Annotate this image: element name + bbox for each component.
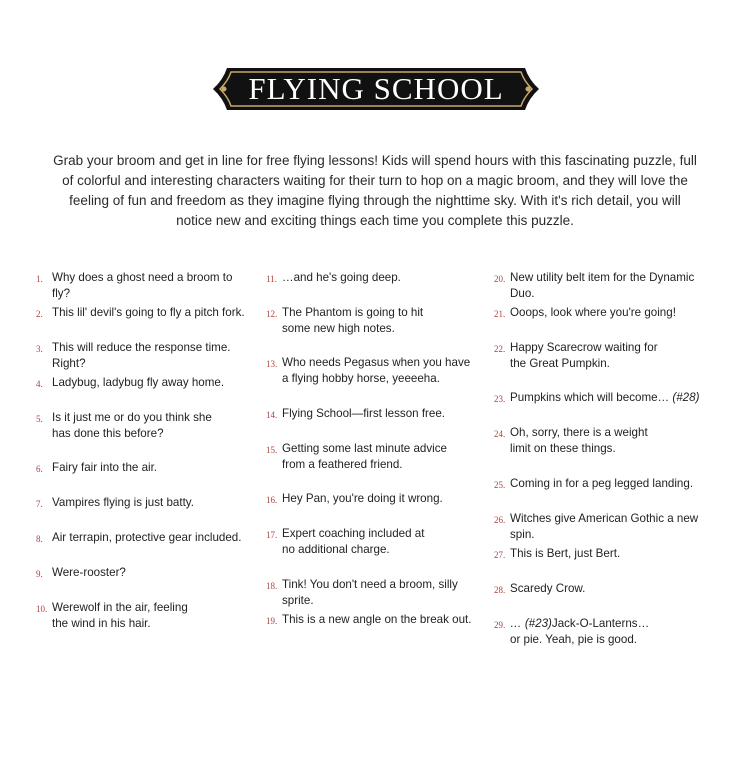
list-item: 16. Hey Pan, you're doing it wrong. xyxy=(266,492,443,505)
list-item: 5. Is it just me or do you think she has done this before? xyxy=(36,411,212,440)
title-banner xyxy=(213,68,539,110)
list-item: 28. Scaredy Crow. xyxy=(494,582,586,595)
list-item: 29. … (#23)Jack-O-Lanterns… or pie. Yeah, pie is good. xyxy=(494,617,650,646)
list-item: 24. Oh, sorry, there is a weight limit on these things. xyxy=(494,426,648,455)
list-item: 11. …and he's going deep. xyxy=(266,271,401,284)
list-item: 8. Air terrapin, protective gear included. xyxy=(36,531,242,544)
list-item: 6. Fairy fair into the air. xyxy=(36,461,158,474)
list-item: 26. Witches give American Gothic a new spin. xyxy=(494,512,699,541)
list-item: 25. Coming in for a peg legged landing. xyxy=(494,477,694,490)
list-item: 20. New utility belt item for the Dynamic Duo. xyxy=(494,271,695,300)
list-item: 18. Tink! You don't need a broom, silly sprite. xyxy=(266,578,458,607)
list-item: 27. This is Bert, just Bert. xyxy=(494,547,621,560)
list-item: 23. Pumpkins which will become… (#28) xyxy=(494,391,700,404)
list-item: 4. Ladybug, ladybug fly away home. xyxy=(36,376,225,389)
list-item: 13. Who needs Pegasus when you have a flying hobby horse, yeeeeha. xyxy=(266,356,471,385)
list-item: 22. Happy Scarecrow waiting for the Great Pumpkin. xyxy=(494,341,658,370)
list-item: 15. Getting some last minute advice from a feathered friend. xyxy=(266,442,447,471)
list-item: 7. Vampires flying is just batty. xyxy=(36,496,194,509)
list-item: 1. Why does a ghost need a broom to fly? xyxy=(36,271,233,300)
list-item: 14. Flying School—first lesson free. xyxy=(266,407,446,420)
list-item: 17. Expert coaching included at no additional charge. xyxy=(266,527,425,556)
list-item: 12. The Phantom is going to hit some new high notes. xyxy=(266,306,424,335)
list-item: 10. Werewolf in the air, feeling the wind in his hair. xyxy=(36,601,188,630)
list-item: 3. This will reduce the response time. Right? xyxy=(36,341,231,370)
list-item: 9. Were-rooster? xyxy=(36,566,126,579)
intro-paragraph: Grab your broom and get in line for free flying lessons! Kids will spend hours with this fascinating puzzle, full of colorful and interesting characters waiting for their turn to hop on a magic broom, and they will love the feeling of fun and freedom as they imagine flying through the nighttime sky. With it's rich detail, you will notice new and exciting things each time you complete this puzzle. xyxy=(53,153,697,228)
page-title: FLYING SCHOOL xyxy=(248,71,504,106)
list-item: 21. Ooops, look where you're going! xyxy=(494,306,676,319)
list-item: 2. This lil' devil's going to fly a pitch fork. xyxy=(36,306,245,319)
list-item: 19. This is a new angle on the break out. xyxy=(266,613,472,626)
